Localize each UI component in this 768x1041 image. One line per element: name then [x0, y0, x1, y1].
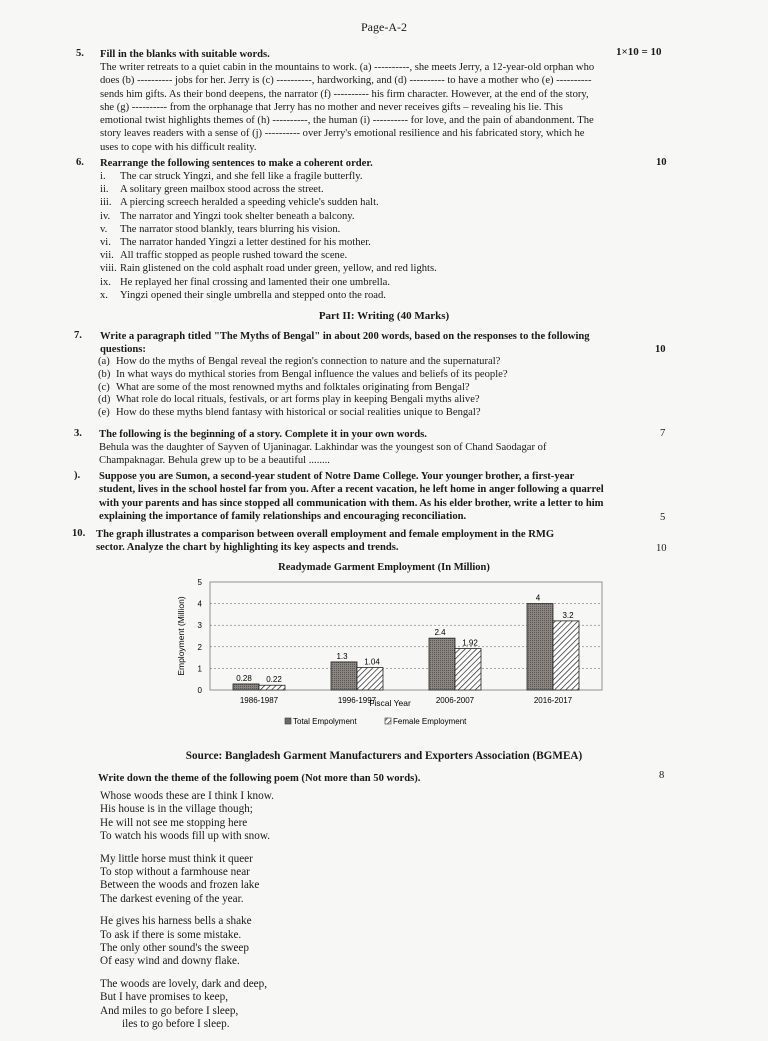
q6-list	[100, 170, 437, 302]
x-tick-label: 2016-2017	[533, 696, 573, 705]
poem-line: He gives his harness bells a shake	[100, 915, 252, 928]
q5-marks: 1×10 = 10	[616, 46, 662, 58]
poem	[100, 790, 274, 1041]
q5-heading: Fill in the blanks with suitable words.	[100, 49, 270, 60]
list-item: iv. The narrator and Yingzi took shelter beneath a balcony.	[100, 210, 355, 222]
q9-line: explaining the importance of family relationships and encouraging reconciliation.	[99, 510, 467, 522]
list-item: vi. The narrator handed Yingzi a letter destined for his mother.	[100, 237, 371, 249]
q8-body	[99, 441, 679, 468]
q10-body	[96, 528, 676, 555]
bar-total-employment	[527, 604, 553, 690]
x-tick-label: 1996-1997	[337, 696, 377, 705]
q6-number: 6.	[76, 157, 84, 168]
legend-label-female: Female Employment	[393, 717, 467, 726]
legend-swatch-female	[385, 718, 391, 724]
q5-line: The writer retreats to a quiet cabin in the mountains to work. (a) ----------, she meets Jerry, a 12-year-old orphan who	[100, 62, 595, 73]
q5-line: sends him gifts. As their bond deepens, the narrator (f) ---------- his firm character. However, at the end of the story,	[100, 88, 589, 100]
q7-heading-line: Write a paragraph titled "The Myths of Bengal" in about 200 words, based on the responses to the following	[100, 331, 590, 342]
q8-number: 3.	[74, 428, 82, 439]
employment-bar-chart	[170, 576, 610, 736]
poem-line: iles to go before I sleep.	[122, 1018, 230, 1031]
poem-line: The woods are lovely, dark and deep,	[100, 977, 268, 990]
q9-marks: 5	[660, 512, 666, 523]
q5-line: she (g) ---------- from the orphanage that Jerry has no mother and never receives gifts – revealing his lie. This	[100, 101, 563, 113]
list-item: (c) What are some of the most renowned myths and folktales originating from Bengal?	[98, 381, 470, 393]
data-label-total: 1.3	[336, 651, 348, 661]
poem-stanza	[100, 978, 274, 1032]
data-label-female: 3.2	[562, 610, 574, 620]
x-tick-label: 2006-2007	[435, 696, 475, 705]
list-item: viii. Rain glistened on the cold asphalt road under green, yellow, and red lights.	[100, 263, 437, 275]
y-tick-label: 3	[197, 621, 202, 631]
q5-number: 5.	[76, 48, 84, 59]
poem-stanza	[100, 790, 274, 844]
bar-total-employment	[331, 662, 357, 690]
poem-line: Whose woods these are I think I know.	[100, 790, 274, 802]
q5-body	[100, 61, 680, 154]
q5-line: does (b) ---------- jobs for her. Jerry is (c) ----------, hardworking, and (d) ---------- to have a mother who (e) ----------	[100, 75, 592, 87]
poem-line: My little horse must think it queer	[100, 852, 253, 865]
q8-line: Behula was the daughter of Sayven of Ujaninagar. Lakhindar was the youngest son of Chand Saodagar of	[99, 442, 547, 453]
poem-line: The only other sound's the sweep	[100, 942, 249, 955]
q11-heading: Write down the theme of the following poem (Not more than 50 words).	[98, 773, 421, 784]
poem-line: To stop without a farmhouse near	[100, 866, 250, 879]
q8-marks: 7	[660, 428, 666, 439]
data-label-total: 0.28	[236, 673, 252, 683]
q6-heading: Rearrange the following sentences to make a coherent order.	[100, 158, 373, 169]
poem-line: But I have promises to keep,	[100, 991, 229, 1004]
list-item: (e) How do these myths blend fantasy with historical or social realities unique to Bengal?	[98, 407, 481, 419]
q11-marks: 8	[659, 770, 665, 781]
data-label-female: 0.22	[266, 675, 282, 685]
list-item: i. The car struck Yingzi, and she fell like a fragile butterfly.	[100, 171, 363, 182]
chart-title: Readymade Garment Employment (In Million)	[278, 562, 490, 573]
x-tick-label: 1986-1987	[239, 696, 279, 705]
y-tick-label: 2	[197, 642, 202, 652]
data-label-female: 1.92	[462, 638, 478, 648]
data-label-total: 2.4	[434, 628, 446, 638]
poem-stanza	[100, 853, 274, 907]
y-tick-label: 0	[197, 686, 202, 695]
poem-line: Between the woods and frozen lake	[100, 879, 260, 892]
q9-line: Suppose you are Sumon, a second-year student of Notre Dame College. Your younger brother, a first-year	[99, 471, 575, 482]
chart-legend	[285, 717, 467, 726]
q7-heading-line: questions:	[100, 344, 146, 356]
q9-line: student, lives in the school hostel far from you. After a recent vacation, he left home in anger following a quarrel	[99, 484, 604, 496]
y-tick-label: 5	[197, 578, 202, 587]
chart-source: Source: Bangladesh Garment Manufacturers and Exporters Association (BGMEA)	[185, 750, 583, 762]
q10-line: The graph illustrates a comparison between overall employment and female employment in the RMG	[96, 529, 555, 540]
poem-stanza	[100, 915, 274, 969]
q9-line: with your parents and has since stopped all communication with them. As his elder brother, write a letter to him	[99, 497, 604, 509]
data-label-total: 4	[535, 593, 541, 603]
q5-line: emotional twist highlights themes of (h) ----------, the human (i) ---------- for love, and the pain of abandonment. The	[100, 115, 594, 127]
q10-marks: 10	[656, 543, 667, 554]
y-tick-label: 1	[197, 664, 202, 674]
poem-line: To ask if there is some mistake.	[100, 928, 242, 941]
list-item: (a) How do the myths of Bengal reveal the region's connection to nature and the supernatural?	[98, 356, 501, 367]
list-item: ii. A solitary green mailbox stood across the street.	[100, 184, 324, 196]
x-axis-label: Fiscal Year	[369, 698, 411, 708]
list-item: (d) What role do local rituals, festivals, or art forms play in keeping Bengali myths alive?	[98, 394, 480, 406]
list-item: iii. A piercing screech heralded a speeding vehicle's sudden halt.	[100, 197, 379, 209]
bar-total-employment	[429, 638, 455, 690]
bar-female-employment	[553, 621, 579, 690]
list-item: v. The narrator stood blankly, tears blurring his vision.	[100, 223, 341, 235]
legend-label-total: Total Empolyment	[293, 717, 357, 726]
page-header: Page-A-2	[361, 20, 407, 34]
poem-line: To watch his woods fill up with snow.	[100, 830, 271, 843]
list-item: vii. All traffic stopped as people rushed toward the scene.	[100, 250, 348, 262]
poem-line: He will not see me stopping here	[100, 816, 248, 829]
y-axis-label: Employment (Million)	[176, 596, 186, 676]
q6-marks: 10	[656, 157, 667, 168]
q7-number: 7.	[74, 330, 82, 341]
list-item: (b) In what ways do mythical stories from Bengal influence the values and beliefs of its people?	[98, 368, 508, 380]
q7-marks: 10	[655, 344, 666, 355]
y-tick-label: 4	[197, 599, 202, 609]
q5-line: story leaves readers with a sense of (j) ---------- over Jerry's emotional resilience and his fabricated story, which he	[100, 128, 585, 140]
bar-female-employment	[357, 668, 383, 690]
q7-list	[98, 356, 508, 420]
legend-swatch-total	[285, 718, 291, 724]
q9-number: ).	[74, 470, 81, 481]
bar-total-employment	[233, 684, 259, 690]
q8-line: Champaknagar. Behula grew up to be a beautiful ........	[99, 455, 330, 467]
poem-line: And miles to go before I sleep,	[100, 1004, 239, 1017]
part-2-title: Part II: Writing (40 Marks)	[318, 310, 450, 322]
q10-line: sector. Analyze the chart by highlighting its key aspects and trends.	[96, 542, 399, 554]
poem-line: The darkest evening of the year.	[100, 892, 244, 905]
poem-line: His house is in the village though;	[100, 803, 253, 816]
list-item: ix. He replayed her final crossing and lamented their one umbrella.	[100, 276, 391, 288]
poem-line: Of easy wind and downy flake.	[100, 955, 240, 968]
bar-female-employment	[455, 649, 481, 690]
data-label-female: 1.04	[364, 657, 380, 667]
q9-body	[99, 470, 679, 523]
bar-female-employment	[259, 685, 285, 690]
list-item: x. Yingzi opened their single umbrella and stepped onto the road.	[100, 289, 386, 301]
q5-line: uses to cope with his difficult reality.	[100, 141, 257, 153]
q7-heading	[100, 330, 680, 357]
q8-heading: The following is the beginning of a story. Complete it in your own words.	[99, 429, 427, 440]
q10-number: 10.	[72, 528, 86, 539]
